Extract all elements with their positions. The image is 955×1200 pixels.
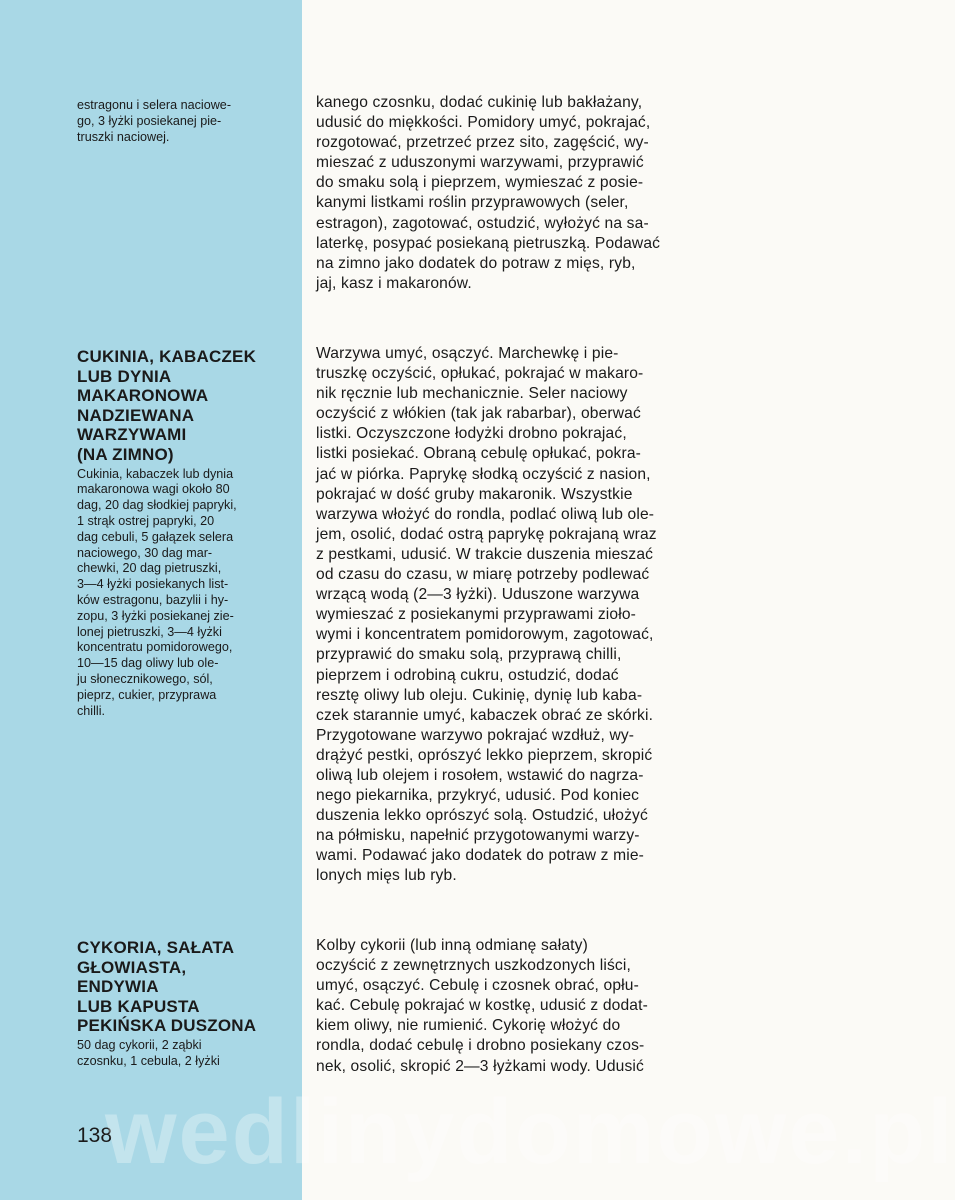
recipe-title-cykoria: CYKORIA, SAŁATA GŁOWIASTA, ENDYWIA LUB KAPUSTA PEKIŃSKA DUSZONA [77,938,257,1036]
method-cykoria-text: Kolby cykorii (lub inną odmianę sałaty) oczyścić z zewnętrznych uszkodzonych liści, umyć, osączyć. Cebulę i czosnek obrać, opłu- kać. Cebulę pokrajać w kostkę, udusić z dodat- kiem oliwy, nie rumienić. Cykorię włożyć do rondla, dodać cebulę i drobno posiekany czos- nek, osolić, skropić 2—3 łyżkami wody. Udusić [316,937,648,1075]
ingredients-continuation-text: estragonu i selera naciowe- go, 3 łyżki posiekanej pie- truszki naciowej. [77,98,232,144]
recipe-header-cukinia [77,347,273,719]
method-cukinia [316,344,736,887]
ingredients-continuation [77,98,273,145]
watermark: wedlinydomowe.pl [105,1081,955,1183]
method-cykoria [316,936,736,1077]
ingredients-cukinia: Cukinia, kabaczek lub dynia makaronowa wagi około 80 dag, 20 dag słodkiej papryki, 1 strąk ostrej papryki, 20 dag cebuli, 5 gałązek selera naciowego, 30 dag mar- chewki, 20 dag pietruszki, 3—4 łyżki posiekanych list- ków estragonu, bazylii i hy- zopu, 3 łyżki posiekanej zie- lonej pietruszki, 3—4 łyżki koncentratu pomidorowego, 10—15 dag oliwy lub ole- ju słonecznikowego, sól, pieprz, cukier, przyprawa chilli. [77,466,237,718]
ingredients-cykoria: 50 dag cykorii, 2 ząbki czosnku, 1 cebula, 2 łyżki [77,1037,220,1068]
recipe-header-cykoria [77,938,273,1070]
method-cukinia-text: Warzywa umyć, osączyć. Marchewkę i pie- truszkę oczyścić, opłukać, pokrajać w makaro- nik ręcznie lub mechanicznie. Seler naciowy oczyścić z włókien (tak jak rabarbar), oberwać listki. Oczyszczone łodyżki drobno pokrajać, listki posiekać. Obraną cebulę opłukać, pokra- jać w piórka. Paprykę słodką oczyścić z nasion, pokrajać w dość gruby makaronik. Wszystkie warzywa włożyć do rondla, podlać oliwą lub ole- jem, osolić, dodać ostrą paprykę pokrajaną wraz z pestkami, udusić. W trakcie duszenia mieszać od czasu do czasu, w miarę potrzeby podlewać wrzącą wodą (2—3 łyżki). Uduszone warzywa wymieszać z posiekanymi przyprawami zioło- wymi i koncentratem pomidorowym, zagotować, przyprawić do smaku solą, przyprawą chilli, pieprzem i odrobiną cukru, ostudzić, dodać resztę oliwy lub oleju. Cukinię, dynię lub kaba- czek starannie umyć, kabaczek obrać ze skórki. Przygotowane warzywo pokrajać wzdłuż, wy- drążyć pestki, oprószyć lekko pieprzem, skropić oliwą lub olejem i rosołem, wstawić do nagrza- nego piekarnika, przykryć, udusić. Pod koniec duszenia lekko oprószyć solą. Ostudzić, ułożyć na półmisku, napełnić przygotowanymi warzy- wami. Podawać jako dodatek do potraw z mie- lonych mięs lub ryb. [316,345,657,885]
method-continuation-text: kanego czosnku, dodać cukinię lub bakłażany, udusić do miękkości. Pomidory umyć, pokrajać, rozgotować, przetrzeć przez sito, zagęścić, wy- mieszać z uduszonymi warzywami, przyprawić do smaku solą i pieprzem, wymieszać z posie- kanymi listkami roślin przyprawowych (seler, estragon), zagotować, ostudzić, wyłożyć na sa- laterkę, posypać posiekaną pietruszką. Podawać na zimno jako dodatek do potraw z mięs, ryb, jaj, kasz i makaronów. [316,94,661,292]
method-continuation [316,93,736,294]
recipe-title-cukinia: CUKINIA, KABACZEK LUB DYNIA MAKARONOWA NADZIEWANA WARZYWAMI (NA ZIMNO) [77,347,257,464]
page-number: 138 [77,1124,113,1147]
